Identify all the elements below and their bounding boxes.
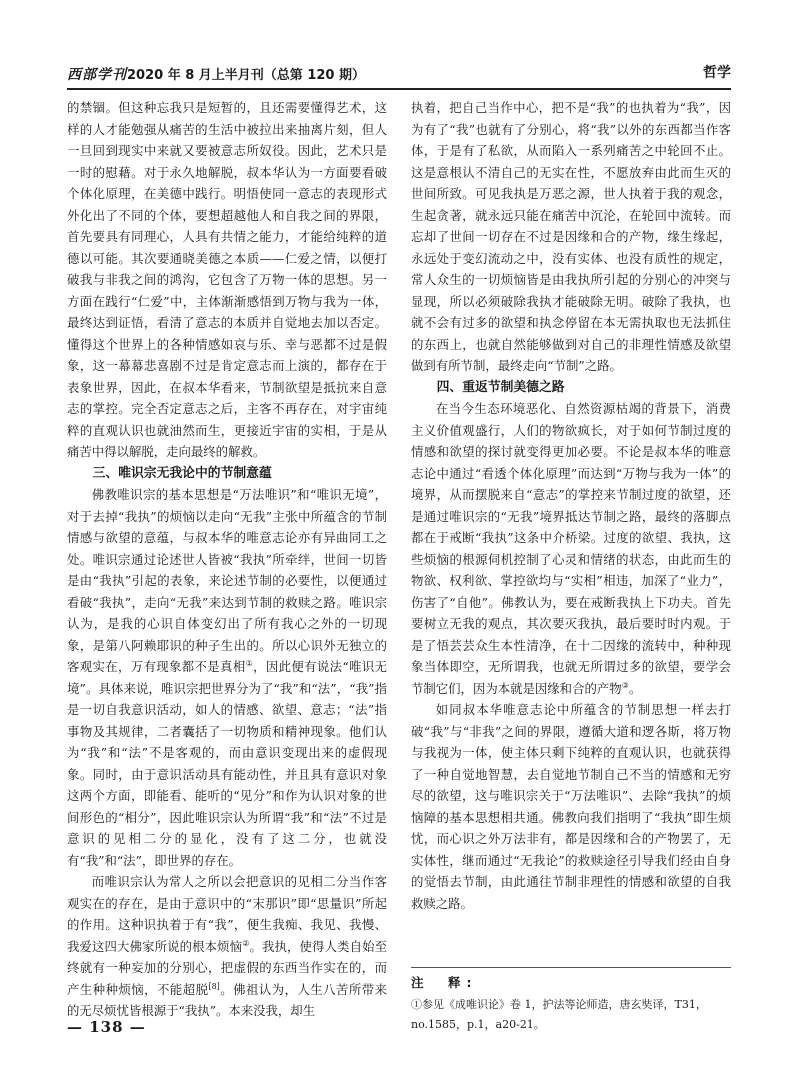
paragraph-text: 佛教唯识宗的基本思想是“万法唯识”和“唯识无境”，对于去掉“我执”的烦恼以走向“无我”主张中所蕴含的节制情感与欲望的意蕴，与叔本华的唯意志论亦有异曲同工之处。唯识宗通过论述世人皆被“我执”所牵绊，世间一切皆是由“我执”引起的表象，来论述节制的必要性，以便通过看破“我执”，走向“无我”来达到节制的救赎之路。唯识宗认为，是我的心识自体变幻出了所有我心之外的一切现象，是第八阿赖耶识的种子生出的。所以心识外无独立的客观实在，万有现象都不是真相 — [67, 487, 387, 674]
paragraph-text: 。我执，使得人类自始至终就有一种妄加的分别心，把虚假的东西当作实在的，而产生种种烦恼，不能超脱 — [67, 938, 388, 997]
section-heading: 三、唯识宗无我论中的节制意蕴 — [92, 465, 272, 481]
footnote-ref[interactable]: ① — [245, 658, 254, 668]
left-column — [67, 97, 387, 1022]
paragraph: 如同叔本华唯意志论中所蕴含的节制思想一样去打破“我”与“非我”之间的界限，遵循大道和逻各斯，将万物与我视为一体，使主体只剩下纯粹的直观认识，也就获得了一种自觉地智慧，去自觉地节制自己不当的情感和无穷尽的欲望，这与唯识宗关于“万法唯识”、去除“我执”的烦恼障的基本思想相共通。佛教向我们指明了“我执”即生烦忧，而心识之外万法非有，都是因缘和合的产物罢了，无实体性，继而通过“无我论”的救赎途径引导我们经由自身的觉悟去节制，由此通往节制非理性的情感和欲望的自我救赎之路。 — [411, 702, 731, 911]
paragraph-text: 。 — [628, 680, 642, 696]
paragraph-text: 在当今生态环境恶化、自然资源枯竭的背景下，消费主义价值观盛行，人们的物欲疯长，对于如何节制过度的情感和欲望的探讨就变得更加必要。不论是叔本华的唯意志论中通过“看透个体化原理”而达到“万物与我为一体”的境界，从而摆脱来自“意志”的掌控来节制过度的欲望，还是通过唯识宗的“无我”境界抵达节制之路，最终的落脚点都在于戒断“我执”这条中介桥梁。过度的欲望、我执，这些烦恼的根源伺机控制了心灵和情绪的状态，由此而生的物欲、权利欲、掌控欲均与“实相”相违，加深了“业力”，伤害了“自他”。佛教认为，要在戒断我执上下功夫。首先要树立无我的观点，其次要灭我执，最后要时时内观。于是了悟芸芸众生本性清净，在十二因缘的流转中，种种现象当体即空，无所谓我，也就无所谓过多的欲望，要学会节制它们，因为本就是因缘和合的产物 — [411, 401, 731, 696]
page-header — [67, 64, 731, 90]
paragraph: 执着，把自己当作中心，把不是“我”的也执着为“我”，因为有了“我”也就有了分别心，将“我”以外的东西都当作客体，于是有了私欲，从而陷入一系列痛苦之中轮回不止。这是意根认不清自己的无实在性，不愿放弃由此而生灭的世间所致。可见我执是万恶之源，世人执着于我的观念，生起贪著，就永远只能在痛苦中沉沦，在轮回中流转。而忘却了世间一切存在不过是因缘和合的产物，缘生缘起，永远处于变幻流动之中，没有实体、也没有质性的规定，常人众生的一切烦恼皆是由我执所引起的分别心的冲突与显现，所以必须破除我执才能破除无明。破除了我执，也就不会有过多的欲望和执念停留在本无需执取也无法抓住的东西上，也就自然能够做到对自己的非理性情感及欲望做到有所节制，最终走向“节制”之路。 — [411, 100, 731, 373]
paragraph — [67, 484, 387, 871]
footnote-ref[interactable]: ③ — [621, 680, 629, 690]
journal-logo: 西部学刊 — [67, 67, 127, 83]
section-heading: 四、重返节制美德之路 — [436, 379, 565, 395]
journal-title — [67, 64, 365, 84]
paragraph — [67, 871, 387, 1022]
paragraph — [411, 398, 731, 699]
page-number: — 138 — — [67, 1018, 146, 1036]
notes-section — [411, 973, 731, 1035]
paragraph-text: 而唯识宗认为常人之所以会把意识的见相二分当作客观实在的存在，是由于意识中的“末那识”即“思量识”所起的作用。这种识执着于有“我”，便生我痴、我见、我慢、我爱这四大佛家所说的根本烦恼 — [67, 874, 387, 954]
notes-divider — [411, 967, 731, 968]
paragraph-text: ，因此便有说法“唯识无境”。具体来说，唯识宗把世界分为了“我”和“法”，“我”指是一切自我意识活动，如人的情感、欲望、意志；“法”指事物及其规律，二者囊括了一切物质和精神现象。他们认为“我”和“法”不是客观的，而由意识变现出来的虚假现象。同时，由于意识活动具有能动性，并且具有意识对象这两个方面，即能看、能听的“见分”和作为认识对象的世间形色的“相分”，因此唯识宗认为所谓“我”和“法”不过是意识的见相二分的显化，没有了这二分，也就没有“我”和“法”，即世界的存在。 — [67, 659, 388, 868]
paragraph: 的禁锢。但这种忘我只是短暂的，且还需要懂得艺术，这样的人才能勉强从痛苦的生活中被拉出来抽离片刻，但人一旦回到现实中来就又要被意志所奴役。因此，艺术只是一时的慰藉。对于永久地解脱，叔本华认为一方面要看破个体化原理，在美德中践行。明悟使同一意志的表现形式外化出了不同的个体，要想超越他人和自我之间的界限，首先要具有同理心，人具有共情之能力，才能给纯粹的道德以可能。其次要通晓美德之本质——仁爱之情，以便打破我与非我之间的鸿沟，它包含了万物一体的思想。另一方面在践行“仁爱”中，主体渐渐感悟到万物与我为一体，最终达到证悟，看清了意志的本质并自觉地去加以否定。懂得这个世界上的各种情感如哀与乐、幸与恶都不过是假象，这一幕幕悲喜剧不过是肯定意志而上演的，都存在于表象世界，因此，在叔本华看来，节制欲望是抵抗来自意志的掌控。完全否定意志之后，主客不再存在，对宇宙纯粹的直观认识也就油然而生，更接近宇宙的实相，于是从痛苦中得以解脱，走向最终的解救。 — [67, 100, 387, 459]
citation-ref[interactable]: [8] — [208, 981, 220, 991]
paragraph-text: 。佛祖认为，人生八苦所带来的无尽烦忧皆根源于“我执”。本来没我，却生 — [67, 981, 388, 1018]
notes-title: 注 释: — [411, 975, 478, 990]
right-column — [411, 97, 731, 914]
footnote-ref[interactable]: ② — [242, 938, 250, 948]
note-item: ①参见《成唯识论》卷 1，护法等论师造，唐玄奘译，T31，no.1585，p.1，a20-21。 — [411, 998, 707, 1031]
section-label: 哲学 — [703, 65, 731, 81]
issue-info: 2020 年 8 月上半月刊（总第 120 期） — [127, 68, 365, 83]
